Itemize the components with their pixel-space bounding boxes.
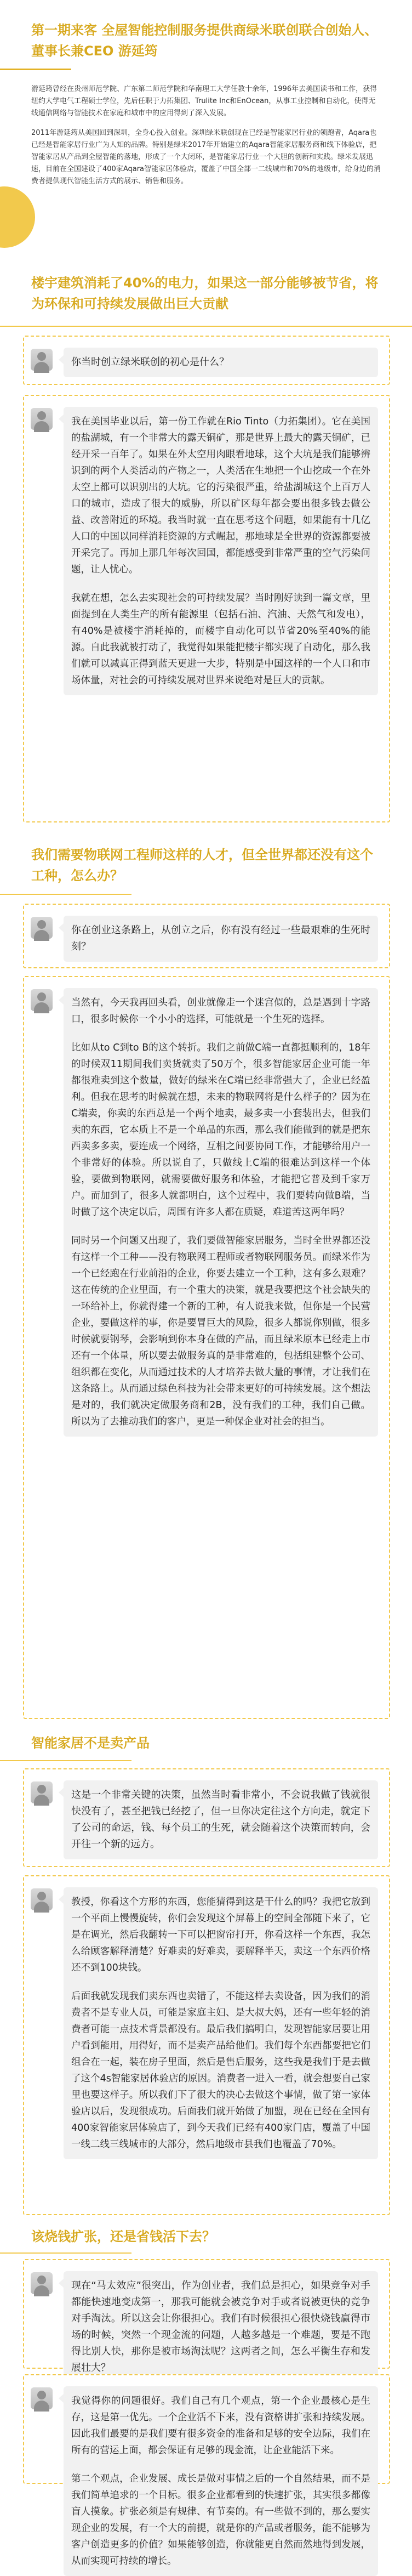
intro-paragraph: 2011年游延筠从美国回到深圳，全身心投入创业。深圳绿米联创现在已经是智能家居行业的领跑者，Aqara也已经是智能家居行业广为人知的品牌。特别是绿米2017年开始建立的Aqara智能家居服务商和线下体验店，把智能家居从产品到全屋智能的落地，形成了一个大闭环，是智能家居行业一个大胆的创新和实践。绿米发展迅速，目前在全国建设了400家Aqara智能家居体验店，覆盖了中国全部一二线城市和70%的地级市，给身边的消费者提供现代智能生活方式的展示、销售和服务。 [31,129,381,185]
question-bubble [64,348,378,377]
question-bubble [64,916,378,962]
question-card [23,1768,390,1867]
answer-paragraph: 同时另一个问题又出现了，我们要做智能家居服务，当时全世界都还没有这样一个工种——没有物联网工程师或者物联网服务员。而绿米作为一个已经跑在行业前沿的企业，你要去建立一个工种，这有多么艰难？这在传统的企业里面，有一个重大的决策，就是我要把这个社会缺失的一环给补上，你就得建一个新的工种，有人说我来做，但你是一个民营企业，要做这样的事，你是要冒巨大的风险，很多人都说你别做，很多时候就要钢琴，会影响到你本身在做的产品，而且绿米原本已经走上市还有一个体量，所以要去做服务真的是非常难的，包括组建整个公司、组织都在变化，从而通过技术的人才培养去做大量的事情，才让我们在这条路上。从而通过绿色科技为社会带来更好的可持续发展。这个想法是对的，我们就决定做服务商和2B，没有我们的工种，我们自己做。所以为了去推动我们的客户，更是一种保企业对社会的担当。 [71,1235,370,1427]
answer-bubble [64,1887,378,2159]
title-underline [0,69,71,70]
answer-card [23,2374,390,2567]
question-card [23,2259,390,2374]
answer-card [23,1875,390,2215]
question-bubble [64,1780,378,1859]
section-divider [0,894,131,895]
answer-paragraph: 教授，你看这个方形的东西，您能猜得到这是干什么的吗？我把它放到一个平面上慢慢旋转，你们会发现这个屏幕上的空间全部随下来了，它是在调光，然后我翻转一下可以把窗帘打开，你看这样一个东西，我怎么给顾客解释清楚？好难卖的好难卖，要解释半天，卖这一个东西价格还不到100块钱。 [71,1897,370,1973]
answer-card [23,976,390,1719]
section-divider [0,326,412,327]
section-divider [0,2252,131,2254]
section-heading: 智能家居不是卖产品 [31,1735,150,1751]
answer-paragraph: 比如从to C到to B的这个转折。我们之前做C端一直都挺顺利的，18年的时候双11期间我们卖货就卖了50万个，很多智能家居企业可能一年都很难卖到这个数量，做好的绿米在C端已经非常强大了，企业已经盈利。但我在思考的时候就在想，未来的物联网将是什么样子的？因为在C端卖，你卖的东西总是一个两个地卖，最多卖一小套装出去，但我们卖的东西，它本质上不是一个单品的东西，那么我们能做到的就是把东西卖多多卖，要连成一个网络，互相之间要协同工作，才能够给用户一个非常好的体验。所以说自了，只做线上C端的很难达到这样一个体验，要做到物联网，就需要做好服务和体验，才能把它普及到千家万户。而加到了，很多人就都明白，这个过程中，我们要转向做B端，当时做了这个决定以后，周围有许多人都在质疑，难道苦这两年吗？ [71,1042,370,1218]
question-text: 这是一个非常关键的决策，虽然当时看非常小，不会说我做了钱就很快没有了，甚至把钱已经挖了，但一旦你决定往这个方向走，就定下了公司的命运，钱、每个员工的生死，就会随着这个决策而转向，会开往一个新的远方。 [71,1789,370,1850]
question-card [23,904,390,968]
question-text: 现在“马太效应”很突出，作为创业者，我们总是担心，如果竞争对手都能快速地变成第一，那我可能就会被竞争对手或者说被更快的竞争对手淘汰。所以这会让你很担心。我们有时候很担心很快烧钱赢得市场的时候，突然一个现金流的问题，人越多越是一个难题，要是不跑得比别人快，那你是被市场淘汰呢？这两者之间，怎么平衡生存和发展壮大？ [71,2280,370,2374]
answer-paragraph: 我就在想，怎么去实现社会的可持续发展？当时刚好读到一篇文章，里面提到在人类生产的所有能源里（包括石油、汽油、天然气和发电），有40%是被楼宇消耗掉的，而楼宇自动化可以节省20%至40%的能源。自此我就被打动了，我觉得如果能把楼宇都实现了自动化，那么我们就可以减真正得到蓝天更进一大步，特别是中国这样的一个人口和市场体量，对社会的可持续发展对世界来说绝对是巨大的贡献。 [71,593,370,686]
question-text: 你在创业这条路上，从创立之后，你有没有经过一些最艰难的生死时刻？ [71,924,370,952]
section-heading: 我们需要物联网工程师这样的人才，但全世界都还没有这个工种，怎么办？ [31,847,373,883]
decorative-circle [0,186,35,248]
question-bubble [64,2271,378,2383]
avatar [31,2272,53,2294]
avatar [31,1781,53,1803]
answer-paragraph: 后面我就发现我们卖东西也卖错了，不能这样去卖设备，因为我们的消费者不是专业人员，可能是家庭主妇、是大叔大妈，还有一些年轻的消费者可能一点技术背景都没有。最后我们搞明白，发现智能家居要让用户看到能用，用得好，而不是卖产品给他们。我们每个东西都要把它们组合在一起，装在房子里面，然后是售后服务，这些我是我们于是去做了这个4s智能家居体验店的原因。消费者一进入一看，就会想要自己家里也要这样子。所以我们下了很大的决心去做这个事情，做了第一家体验店以后，发现很成功。后面我们就开始做了加盟，现在已经在全国有400家智能家居体验店了，到今天我们已经有400家门店，覆盖了中国一线二线三线城市的大部分，然后地级市县我们也覆盖了70%。 [71,1991,370,2150]
avatar [31,917,53,939]
question-card [23,336,390,385]
intro-paragraph: 游延筠曾经在贵州师范学院、广东第二师范学院和华南理工大学任教十余年，1996年去美国读书和工作，获得纽约大学电气工程硕士学位，先后任职于力拓集团、Trulite Inc和EnOcean，从事工业控制和自动化，使得无线通信网络与智能技术在家庭和城市中的应用得到了深入发展。 [31,85,377,117]
avatar [31,408,53,430]
guest-intro [31,83,382,195]
article-title: 第一期来客 全屋智能控制服务提供商绿米联创联合创始人、董事长兼CEO 游延筠 [31,22,378,59]
avatar [31,349,53,371]
section-divider [0,1760,131,1761]
answer-paragraph: 我觉得你的问题很好。我们自己有几个观点，第一个企业最核心是生存，这是第一优先。一个企业活不下来，没有资格讲扩张和持续发展。因此我们最要的是我们要有很多资金的准备和足够的安全边际，我们在所有的营运上面，都会保证有足够的现金流，让企业能活下来。 [71,2396,370,2456]
avatar [31,2387,53,2409]
avatar [31,1888,53,1910]
section-heading: 该烧钱扩张，还是省钱活下去？ [31,2229,215,2244]
question-text: 你当时创立绿米联创的初心是什么？ [71,356,229,368]
section-heading: 楼宇建筑消耗了40%的电力，如果这一部分能够被节省，将为环保和可持续发展做出巨大贡献 [31,275,379,311]
answer-bubble [64,988,378,1437]
answer-paragraph: 我在美国毕业以后，第一份工作就在Rio Tinto（力拓集团）。它在美国的盐湖城，有一个非常大的露天铜矿，那是世界上最大的露天铜矿，已经开采一百年了。如果在外太空用肉眼看地球，这个大坑是我们能够辨识到的两个人类活动的产物之一，人类活在生地把一个山挖成一个在外太空上都可以识别出的大坑。它的污染很严重，给盐湖城这个上百万人口的城市，造成了很大的威胁，所以矿区每年都会要出很多钱去做公益、改善附近的环境。我当时就一直在思考这个问题，如果能有十几亿人口的中国以同样消耗资源的方式崛起，那地球是全世界的资源都要被开采完了。再加上那几年每次回国，都能感受到非常严重的空气污染问题，让人忧心。 [71,416,370,575]
answer-bubble [64,407,378,695]
answer-bubble [64,2386,378,2576]
avatar [31,989,53,1011]
answer-paragraph: 当然有，今天我再回头看，创业就像走一个迷宫似的，总是遇到十字路口，很多时候你一个小小的选择，可能就是一个生死的选择。 [71,997,370,1025]
answer-card [23,395,390,822]
answer-paragraph: 第二个观点，企业发展、成长是做对事情之后的一个自然结果，而不是我们简单追求的一个目标。很多企业都看到的快速扩张，其实很多都像盲人摸象。扩张必须是有规律、有节奏的。有一些做不到的，那么要实现企业的发展，有一个大的前提，就是你的产品或者服务，能不能够为客户创造更多的价值？如果能够创造，你就能更自然而然地得到发展，从而实现可持续的增长。 [71,2473,370,2567]
